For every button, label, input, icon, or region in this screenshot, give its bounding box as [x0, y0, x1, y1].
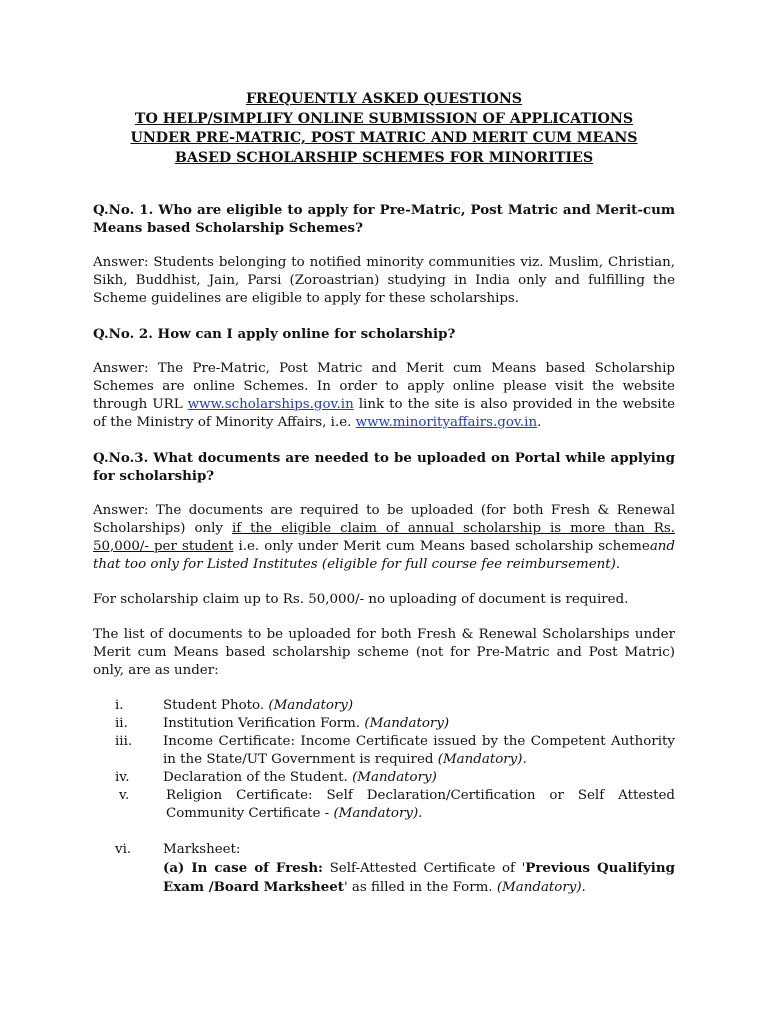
title-line-2: TO HELP/SIMPLIFY ONLINE SUBMISSION OF APPLICATIONS: [134, 110, 634, 127]
answer-3-text-a: Answer: The documents are required to be uploaded (for both Fresh & Renewal Scholarships) only: [93, 503, 675, 536]
list-item: [93, 769, 675, 787]
list-item-text: Institution Verification Form.: [163, 716, 365, 731]
list-item-note: (Mandatory): [268, 698, 354, 713]
answer-3-text-c: .: [615, 557, 621, 572]
list-item-number: v.: [119, 788, 130, 803]
list-item-note: (Mandatory).: [333, 806, 423, 821]
title-line-1: FREQUENTLY ASKED QUESTIONS: [245, 91, 523, 107]
documents-list-intro: The list of documents to be uploaded for both Fresh & Renewal Scholarships under Merit cum Means based scholarship scheme (not for Pre-Matric and Post Matric) only, are as under:: [93, 627, 675, 678]
answer-2-text-a: Answer: The Pre-Matric, Post Matric and Merit cum Means based Scholarship Schemes are online Schemes. In order to apply online please visit the website through URL: [93, 361, 675, 412]
scholarships-link[interactable]: www.scholarships.gov.in: [187, 397, 354, 412]
question-2: Q.No. 2. How can I apply online for scholarship?: [93, 326, 456, 342]
list-item: [93, 787, 675, 823]
answer-2: [93, 360, 675, 432]
list-item-number: iv.: [115, 770, 130, 785]
list-item-note: (Mandatory): [364, 716, 450, 731]
marksheet-fresh-note: (Mandatory).: [496, 880, 586, 895]
title-line-3: UNDER PRE-MATRIC, POST MATRIC AND MERIT CUM MEANS: [130, 130, 638, 146]
list-item-text: Student Photo.: [163, 698, 269, 713]
title-line-4: BASED SCHOLARSHIP SCHEMES FOR MINORITIES: [174, 149, 594, 166]
answer-2-text-c: .: [537, 415, 542, 430]
answer-3-text-b: i.e. only under Merit cum Means based scholarship scheme: [233, 539, 650, 554]
list-item-marksheet: [93, 841, 675, 897]
answer-2-text-b: link to the site is also provided in the website of the Ministry of Minority Affairs, i.e.: [93, 397, 675, 430]
marksheet-fresh-document: Previous Qualifying Exam /Board Marksheet: [163, 860, 675, 895]
no-upload-note: For scholarship claim up to Rs. 50,000/- no uploading of document is required.: [93, 592, 629, 607]
list-item-note: (Mandatory).: [437, 752, 527, 767]
faq-document: [93, 90, 675, 897]
minorityaffairs-link[interactable]: www.minorityaffairs.gov.in: [355, 415, 538, 430]
answer-3: [93, 502, 675, 574]
list-item-text: Religion Certificate: Self Declaration/Certification or Self Attested Community Certificate -: [166, 788, 675, 821]
documents-list: [93, 697, 675, 897]
list-item: [93, 733, 675, 769]
question-1: Q.No. 1. Who are eligible to apply for Pre-Matric, Post Matric and Merit-cum Means based Scholarship Schemes?: [93, 202, 675, 236]
list-item-number: i.: [115, 698, 124, 713]
answer-3-italic: and that too only for Listed Institutes (eligible for full course fee reimbursement): [93, 539, 675, 572]
marksheet-fresh-heading: (a) In case of Fresh:: [163, 860, 323, 876]
list-item-text: Income Certificate: Income Certificate issued by the Competent Authority in the State/UT Government is required: [163, 734, 675, 767]
marksheet-fresh-text-2: ' as filled in the Form.: [343, 880, 497, 895]
question-3: Q.No.3. What documents are needed to be uploaded on Portal while applying for scholarship?: [93, 450, 675, 484]
list-item-number: iii.: [115, 734, 133, 749]
marksheet-fresh-text: Self-Attested Certificate of ': [323, 861, 526, 876]
answer-1: Answer: Students belonging to notified minority communities viz. Muslim, Christian, Sikh, Buddhist, Jain, Parsi (Zoroastrian) studying in India only and fulfilling the Scheme guidelines are eligible to apply for these scholarships.: [93, 255, 675, 306]
list-item: [93, 715, 675, 733]
document-title: [93, 90, 675, 168]
list-item-text: Declaration of the Student.: [163, 770, 353, 785]
list-item-number: ii.: [115, 716, 128, 731]
answer-3-underlined: if the eligible claim of annual scholarship is more than Rs. 50,000/- per student: [93, 521, 675, 554]
list-item-number: vi.: [115, 842, 132, 857]
marksheet-label: Marksheet:: [163, 842, 241, 857]
list-item-note: (Mandatory): [352, 770, 437, 785]
list-item: [93, 697, 675, 715]
